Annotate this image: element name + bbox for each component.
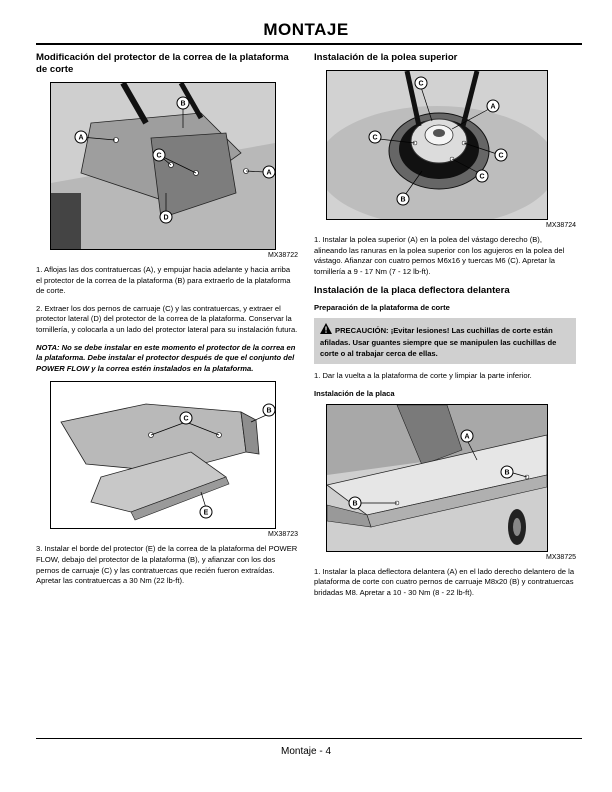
- svg-text:A: A: [490, 103, 496, 111]
- footer-rule: [36, 738, 582, 739]
- svg-text:B: B: [400, 196, 406, 204]
- figure-ref-3: MX38724: [546, 222, 576, 229]
- callout-b-right: [501, 466, 513, 478]
- svg-text:C: C: [479, 173, 485, 181]
- callout-a-deflector: [461, 430, 473, 442]
- figure-pulley: [326, 70, 548, 220]
- step-plate: 1. Instalar la placa deflectora delantera (A) en el lado derecho delantero de la plataforma de corte con cuatro pernos de carruaje M8x20 (B) y contratuercas bridadas M8. Apretar a 10 - 30 Nm (8 - 22 lb-ft).: [314, 566, 575, 597]
- step-pulley: 1. Instalar la polea superior (A) en la polea del vástago derecho (B), alineando las ranuras en la polea superior con los agujeros en la polea del vástago. Afianzar con cuatro pernos M6x16 y tuercas M6 (C). Apretar la tornillería a 9 - 17 Nm (7 - 12 lb-ft).: [314, 235, 565, 276]
- step-2: 2. Extraer los dos pernos de carruaje (C) y las contratuercas, y extraer el protector lateral (D) del protector de la correa de la plataforma. Conservar la tornillería, y colocarla a un lado del protector lateral para su instalación futura.: [36, 303, 298, 334]
- figure-pulley-illustration: [327, 71, 547, 219]
- svg-text:B: B: [504, 469, 510, 477]
- section-heading-belt-guard: Modificación del protector de la correa de la plataforma de corte: [36, 52, 289, 75]
- step-1: 1. Aflojas las dos contratuercas (A), y empujar hacia adelante y hacia arriba el protector de la correa de la plataforma (B) para extraerlo de la plataforma de corte.: [36, 265, 291, 296]
- svg-text:B: B: [352, 500, 358, 508]
- svg-text:A: A: [78, 134, 84, 142]
- warning-icon: [320, 323, 332, 338]
- caution-text: PRECAUCIÓN: ¡Evitar lesiones! Las cuchillas de corte están afiladas. Usar guantes siempre que se manipulen las cuchillas de corte o al trabajar cerca de ellas.: [320, 326, 557, 358]
- figure-ref-1: MX38722: [268, 252, 298, 259]
- svg-text:B: B: [180, 100, 186, 108]
- svg-text:B: B: [266, 407, 272, 415]
- callout-b-left: [349, 497, 361, 509]
- figure-belt-guard-illustration: [51, 83, 275, 249]
- callout-b-pulley: [397, 193, 409, 205]
- title-rule: [36, 43, 582, 45]
- figure-deflector-illustration: [327, 405, 547, 551]
- callout-c-left: [369, 131, 381, 143]
- figure-ref-4: MX38725: [546, 553, 576, 561]
- section-heading-deflector: Instalación de la placa deflectora delantera: [314, 285, 510, 297]
- svg-text:C: C: [372, 134, 378, 142]
- svg-text:E: E: [203, 509, 209, 517]
- figure-deflector: [326, 404, 548, 552]
- figure-ref-2: MX38723: [268, 531, 298, 539]
- figure-side-guard-illustration: [51, 382, 275, 528]
- svg-text:D: D: [163, 214, 169, 222]
- callout-e: [200, 506, 212, 518]
- callout-a-pulley: [487, 100, 499, 112]
- left-column: [36, 52, 298, 594]
- figure-belt-guard: [50, 82, 276, 250]
- svg-text:C: C: [183, 415, 189, 423]
- page-title: MONTAJE: [263, 20, 349, 39]
- step-3: 3. Instalar el borde del protector (E) de la correa de la plataforma del POWER FLOW, debajo del protector de la plataforma (B), y afianzar con los dos pernos de carruaje (C) y las contratuercas que recién fueron extraídas. Apretar las contratuercas a 30 Nm (22 lb-ft).: [36, 544, 298, 586]
- svg-text:C: C: [156, 152, 162, 160]
- callout-a-right: [263, 166, 275, 178]
- svg-text:A: A: [464, 433, 470, 441]
- svg-text:A: A: [266, 169, 272, 177]
- section-heading-pulley: Instalación de la polea superior: [314, 52, 458, 63]
- svg-text:C: C: [498, 152, 504, 160]
- subheading-preparation: Preparación de la plataforma de corte: [314, 303, 450, 313]
- caution-box: [314, 318, 576, 364]
- callout-c-bottom: [476, 170, 488, 182]
- callout-b: [177, 97, 189, 109]
- callout-c: [153, 149, 165, 161]
- subheading-installation: Instalación de la placa: [314, 388, 395, 398]
- note: NOTA: No se debe instalar en este momento el protector de la correa en la plataforma. Debe instalar el protector después de que el conjunto del POWER FLOW y la correa estén instalados en la plataforma.: [36, 342, 296, 373]
- callout-c-top: [415, 77, 427, 89]
- page-footer: Montaje - 4: [280, 746, 332, 757]
- callout-a-left: [75, 131, 87, 143]
- callout-b-fig2: [263, 404, 275, 416]
- right-column: [314, 52, 576, 606]
- callout-c-right: [495, 149, 507, 161]
- figure-side-guard: [50, 381, 276, 529]
- svg-text:C: C: [418, 80, 424, 88]
- callout-c-fig2: [180, 412, 192, 424]
- step-prep: 1. Dar la vuelta a la plataforma de corte y limpiar la parte inferior.: [314, 371, 532, 381]
- callout-d: [160, 211, 172, 223]
